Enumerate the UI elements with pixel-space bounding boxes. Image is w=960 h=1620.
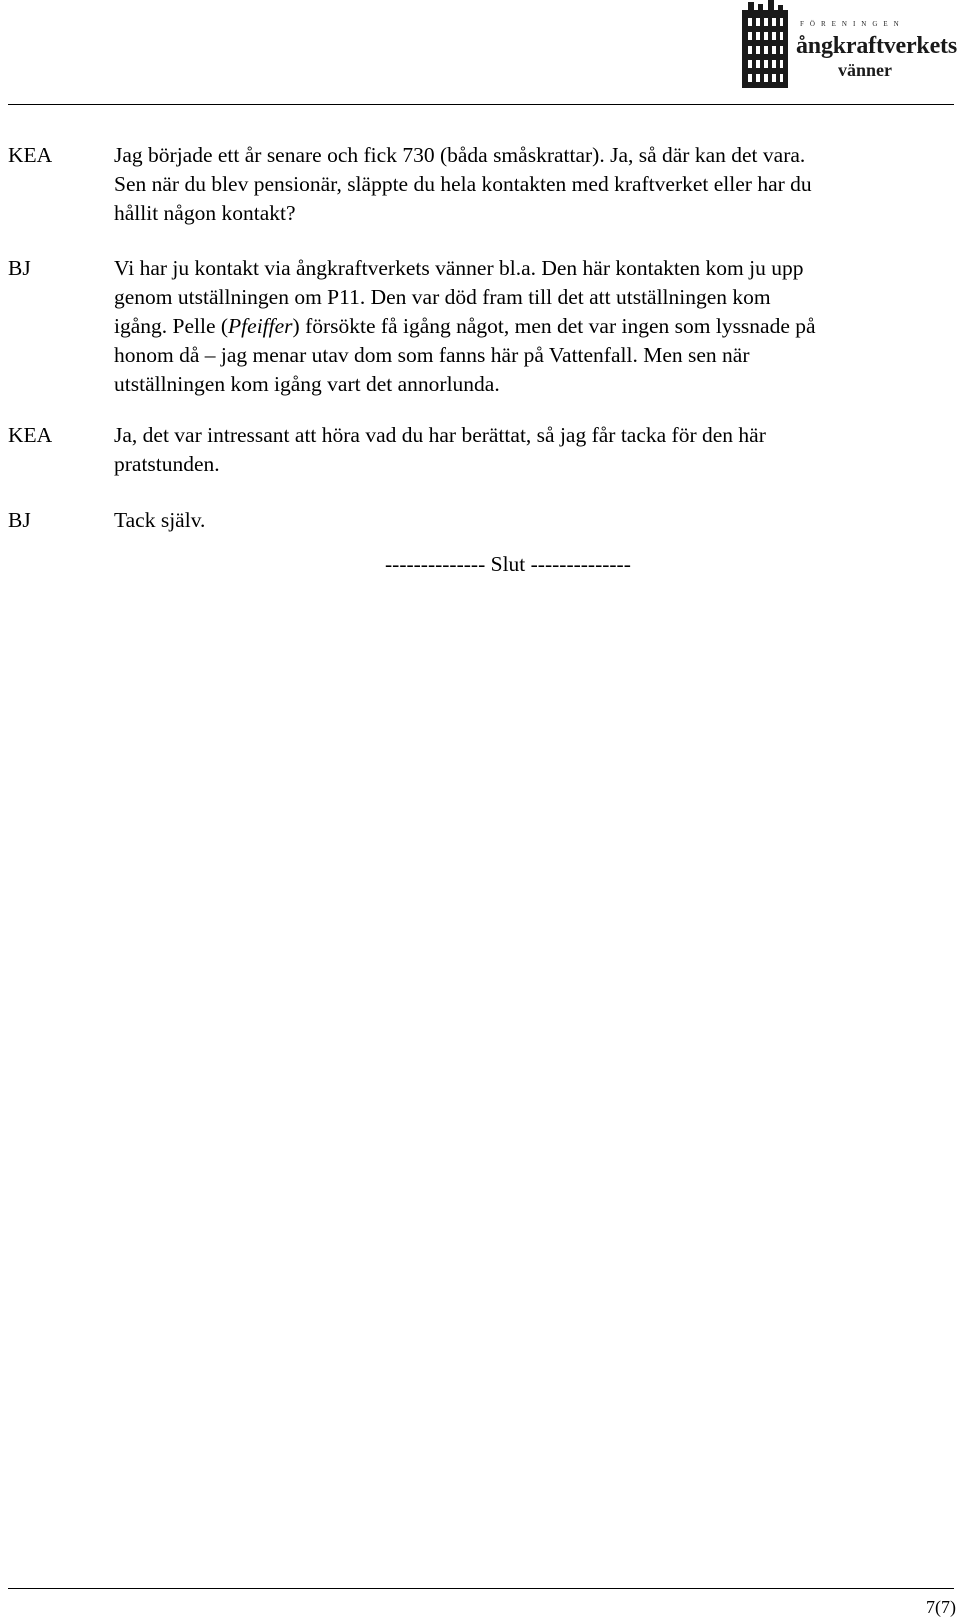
dialogue-line: hållit någon kontakt? <box>114 201 296 225</box>
logo-small-text: FÖRENINGEN <box>800 20 905 28</box>
dialogue-text <box>114 421 949 479</box>
dialogue-line: Ja, det var intressant att höra vad du har berättat, så jag får tacka för den här <box>114 423 766 447</box>
speaker-label: KEA <box>8 423 53 447</box>
dialogue-line <box>114 312 949 341</box>
dialogue-line: Sen när du blev pensionär, släppte du hela kontakten med kraftverket eller har du <box>114 172 812 196</box>
dialogue-line: honom då – jag menar utav dom som fanns här på Vattenfall. Men sen när <box>114 343 750 367</box>
logo-title-line1: ångkraftverkets <box>796 33 957 59</box>
speaker-label: BJ <box>8 508 31 532</box>
end-marker: -------------- Slut -------------- <box>385 552 631 576</box>
page-number: 7(7) <box>926 1597 956 1617</box>
dialogue-text <box>114 254 949 399</box>
dialogue-line: Jag började ett år senare och fick 730 (båda småskrattar). Ja, så där kan det vara. <box>114 143 806 167</box>
speaker-label: BJ <box>8 256 31 280</box>
logo-title-line2: vänner <box>838 60 892 80</box>
organization-logo <box>740 0 958 90</box>
speaker-label: KEA <box>8 143 53 167</box>
dialogue-line: Vi har ju kontakt via ångkraftverkets vänner bl.a. Den här kontakten kom ju upp <box>114 256 804 280</box>
dialogue-text <box>114 506 949 535</box>
dialogue-line: Tack själv. <box>114 508 206 532</box>
header-rule <box>8 104 954 105</box>
emphasized-name: Pfeiffer <box>228 314 293 338</box>
dialogue-line: pratstunden. <box>114 452 220 476</box>
dialogue-line: genom utställningen om P11. Den var död fram till det att utställningen kom <box>114 285 771 309</box>
dialogue-line: utställningen kom igång vart det annorlunda. <box>114 372 500 396</box>
dialogue-line-part: ) försökte få igång något, men det var ingen som lyssnade på <box>292 314 816 338</box>
footer-rule <box>8 1588 954 1589</box>
dialogue-text <box>114 141 949 228</box>
building-logo-icon <box>742 0 788 88</box>
dialogue-line-part: igång. Pelle ( <box>114 314 229 338</box>
